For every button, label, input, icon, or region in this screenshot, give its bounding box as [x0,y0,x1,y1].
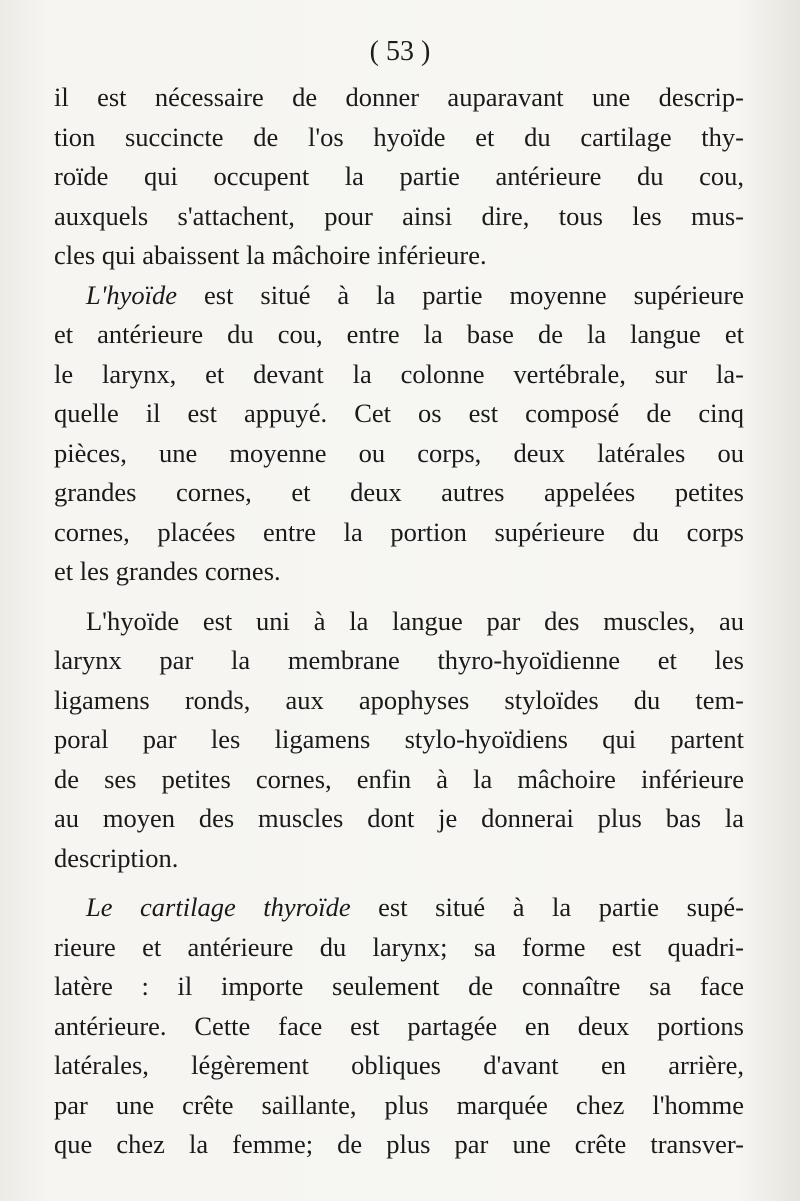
text-line: que chez la femme; de plus par une crête transver- [54,1129,744,1159]
text-line: le larynx, et devant la colonne vertébrale, sur la- [54,358,744,389]
text-line: par une crête saillante, plus marquée chez l'homme [54,1089,744,1120]
text-line: latère : il importe seulement de connaître sa face [54,971,744,1001]
text-line: L'hyoïde est uni à la langue par des muscles, au [86,605,744,636]
text-line: de ses petites cornes, enfin à la mâchoire inférieure [54,763,744,794]
text-line: description. [54,842,179,873]
text-line-rest: est situé à la partie supé- [378,892,744,922]
text-line: et les grandes cornes. [54,556,281,586]
text-line: poral par les ligamens stylo-hyoïdiens qui partent [54,724,744,754]
text-line: grandes cornes, et deux autres appelées petites [54,477,744,507]
text-line-rest: est situé à la partie moyenne supérieure [204,279,744,310]
paragraph-start-line [54,276,744,316]
paragraph-gap [54,592,744,602]
italic-term-cartilage: Le cartilage thyroïde [86,892,351,922]
text-line: cles qui abaissent la mâchoire inférieure. [54,240,487,270]
text-line: pièces, une moyenne ou corps, deux latérales ou [54,437,744,468]
text-line: cornes, placées entre la portion supérieure du corps [54,516,744,547]
text-line: il est nécessaire de donner auparavant une descrip- [54,82,744,112]
body-text [54,78,744,1165]
text-line: auxquels s'attachent, pour ainsi dire, tous les mus- [54,200,744,231]
text-line: latérales, légèrement obliques d'avant en arrière, [54,1050,744,1080]
text-line: au moyen des muscles dont je donnerai plus bas la [54,803,744,833]
text-line: tion succincte de l'os hyoïde et du cartilage thy- [54,121,744,152]
paragraph-start-line [54,888,744,928]
text-line: et antérieure du cou, entre la base de la langue et [54,319,744,349]
text-line: roïde qui occupent la partie antérieure du cou, [54,161,744,191]
page-number: ( 53 ) [369,36,431,67]
text-line: antérieure. Cette face est partagée en deux portions [54,1010,744,1041]
italic-term-hyoide: L'hyoïde [86,279,178,310]
text-line: ligamens ronds, aux apophyses styloïdes du tem- [54,684,744,715]
text-line: rieure et antérieure du larynx; sa forme est quadri- [54,931,744,962]
paragraph-gap [54,878,744,888]
text-line: quelle il est appuyé. Cet os est composé de cinq [54,398,744,428]
text-line: larynx par la membrane thyro-hyoïdienne et les [54,645,744,675]
